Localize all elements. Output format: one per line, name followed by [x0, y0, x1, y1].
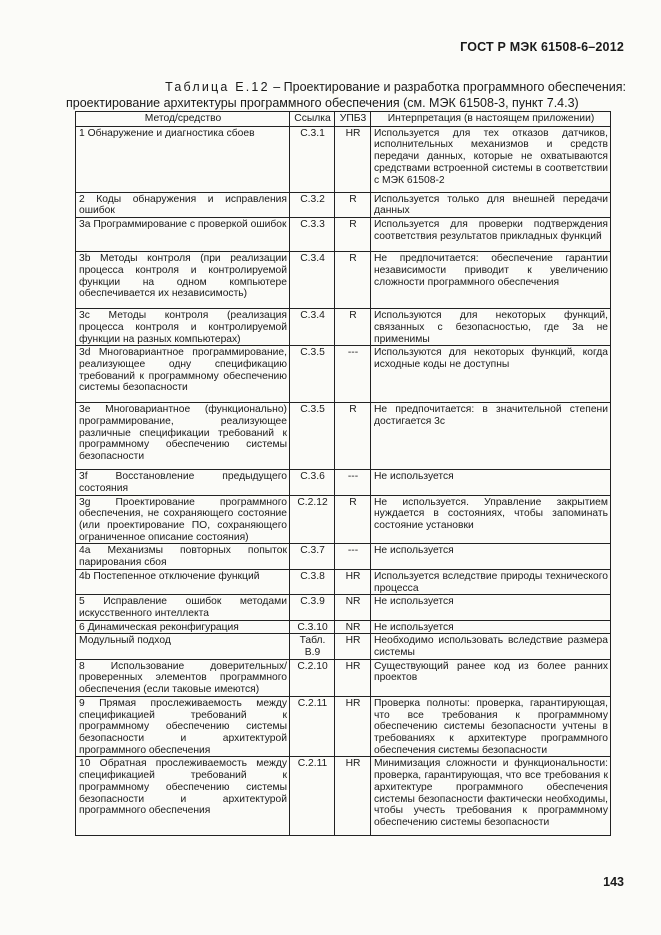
interpretation-cell: Не используется. Управление закрытием нуждается в состояниях, чтобы запоминать состояние установки [371, 495, 611, 544]
method-cell: 1 Обнаружение и диагностика сбоев [76, 126, 290, 192]
reference-cell: С.3.4 [290, 309, 335, 346]
table-row [76, 595, 611, 620]
method-cell: 9 Прямая прослеживаемость между спецификацией требований к программному обеспечению системы безопасности и архитектурой программного обеспечения [76, 696, 290, 757]
sil3-cell: R [335, 495, 371, 544]
reference-cell: С.2.12 [290, 495, 335, 544]
reference-cell: С.2.11 [290, 696, 335, 757]
table-row [76, 544, 611, 569]
interpretation-cell: Используется для проверки подтверждения соответствия результатов прикладных функций [371, 218, 611, 252]
sil3-cell: R [335, 403, 371, 470]
table-row [76, 495, 611, 544]
table-row [76, 620, 611, 634]
interpretation-cell: Не предпочитается: обеспечение гарантии независимости приводит к увеличению сложности программного обеспечения [371, 252, 611, 309]
table-caption-line-1 [66, 80, 626, 94]
table-row [76, 403, 611, 470]
table-row [76, 126, 611, 192]
method-cell: 3f Восстановление предыдущего состояния [76, 470, 290, 495]
interpretation-cell: Существующий ранее код из более ранних проектов [371, 659, 611, 696]
header-sil3: УПБ3 [335, 112, 371, 127]
method-cell: 3g Проектирование программного обеспечения, не сохраняющего состояние (или проектирование ПО, сохраняющего ограниченное описание состояния) [76, 495, 290, 544]
table-row [76, 757, 611, 836]
reference-cell: С.2.11 [290, 757, 335, 836]
interpretation-cell: Минимизация сложности и функциональности: проверка, гарантирующая, что все требования к архитектуре программного обеспечения системы безопасности фактически необходимы, чтобы учесть требования к программному обеспечению системы безопасности [371, 757, 611, 836]
method-cell: Модульный подход [76, 634, 290, 659]
method-cell: 3d Многовариантное программирование, реализующее одну спецификацию требований к программному обеспечению системы безопасности [76, 346, 290, 403]
method-cell: 5 Исправление ошибок методами искусственного интеллекта [76, 595, 290, 620]
table-row [76, 218, 611, 252]
table-row [76, 659, 611, 696]
interpretation-cell: Проверка полноты: проверка, гарантирующая, что все требования к программному обеспечению системы безопасности учтены в требованиях к архитектуре программного обеспечения системы безопасности [371, 696, 611, 757]
sil3-cell: R [335, 192, 371, 217]
sil3-cell: R [335, 309, 371, 346]
reference-cell: С.3.10 [290, 620, 335, 634]
reference-cell: С.2.10 [290, 659, 335, 696]
table-row [76, 470, 611, 495]
table-caption-line-2: проектирование архитектуры программного обеспечения (см. МЭК 61508-3, пункт 7.4.3) [66, 96, 579, 110]
method-cell: 10 Обратная прослеживаемость между спецификацией требований к программному обеспечению системы безопасности и архитектурой программного обеспечения [76, 757, 290, 836]
interpretation-cell: Используется только для внешней передачи данных [371, 192, 611, 217]
table-row [76, 309, 611, 346]
table-row [76, 569, 611, 594]
method-cell: 6 Динамическая реконфигурация [76, 620, 290, 634]
table-row [76, 346, 611, 403]
sil3-cell: --- [335, 544, 371, 569]
table-row [76, 634, 611, 659]
method-cell: 3b Методы контроля (при реализации процесса контроля и контролируемой функции на одном компьютере обеспечивается их независимость) [76, 252, 290, 309]
reference-cell: С.3.4 [290, 252, 335, 309]
table-row [76, 696, 611, 757]
table-body [76, 126, 611, 836]
sil3-cell: --- [335, 470, 371, 495]
interpretation-cell: Не используется [371, 595, 611, 620]
page-number: 143 [603, 875, 624, 889]
method-cell: 4а Механизмы повторных попыток парирования сбоя [76, 544, 290, 569]
table-caption-label: Таблица Е.12 [165, 80, 270, 94]
reference-cell: С.3.9 [290, 595, 335, 620]
interpretation-cell: Используется для тех отказов датчиков, исполнительных механизмов и средств передачи данных, которые не охватываются средствами встроенной системы в соответствии с МЭК 61508-2 [371, 126, 611, 192]
reference-cell: С.3.5 [290, 346, 335, 403]
reference-cell: С.3.3 [290, 218, 335, 252]
table-caption-title: – Проектирование и разработка программного обеспечения: [269, 80, 626, 94]
sil3-cell: HR [335, 569, 371, 594]
method-cell: 3е Многовариантное (функционально) программирование, реализующее различные спецификации требований к программному обеспечению системы безопасности [76, 403, 290, 470]
header-method: Метод/средство [76, 112, 290, 127]
sil3-cell: HR [335, 659, 371, 696]
method-cell: 3а Программирование с проверкой ошибок [76, 218, 290, 252]
interpretation-cell: Не используется [371, 470, 611, 495]
sil3-cell: HR [335, 757, 371, 836]
interpretation-cell: Не используется [371, 544, 611, 569]
reference-cell: Табл. В.9 [290, 634, 335, 659]
reference-cell: С.3.5 [290, 403, 335, 470]
method-cell: 2 Коды обнаружения и исправления ошибок [76, 192, 290, 217]
sil3-cell: NR [335, 620, 371, 634]
reference-cell: С.3.2 [290, 192, 335, 217]
method-cell: 8 Использование доверительных/проверенных элементов программного обеспечения (если таковые имеются) [76, 659, 290, 696]
header-reference: Ссылка [290, 112, 335, 127]
sil3-cell: HR [335, 126, 371, 192]
interpretation-cell: Используются для некоторых функций, связанных с безопасностью, где 3а не применимы [371, 309, 611, 346]
interpretation-cell: Не предпочитается: в значительной степени достигается 3с [371, 403, 611, 470]
sil3-cell: --- [335, 346, 371, 403]
standard-designation: ГОСТ Р МЭК 61508-6–2012 [460, 40, 624, 54]
method-cell: 4b Постепенное отключение функций [76, 569, 290, 594]
table-header-row [76, 112, 611, 127]
sil3-cell: HR [335, 696, 371, 757]
method-cell: 3с Методы контроля (реализация процесса контроля и контролируемой функции на разных компьютерах) [76, 309, 290, 346]
table-row [76, 252, 611, 309]
methods-table [75, 111, 611, 836]
interpretation-cell: Не используется [371, 620, 611, 634]
table-row [76, 192, 611, 217]
interpretation-cell: Необходимо использовать вследствие размера системы [371, 634, 611, 659]
reference-cell: С.3.8 [290, 569, 335, 594]
header-interpretation: Интерпретация (в настоящем приложении) [371, 112, 611, 127]
sil3-cell: NR [335, 595, 371, 620]
reference-cell: С.3.7 [290, 544, 335, 569]
sil3-cell: R [335, 218, 371, 252]
interpretation-cell: Используется вследствие природы технического процесса [371, 569, 611, 594]
interpretation-cell: Используются для некоторых функций, когда исходные коды не доступны [371, 346, 611, 403]
sil3-cell: HR [335, 634, 371, 659]
sil3-cell: R [335, 252, 371, 309]
reference-cell: С.3.6 [290, 470, 335, 495]
reference-cell: С.3.1 [290, 126, 335, 192]
